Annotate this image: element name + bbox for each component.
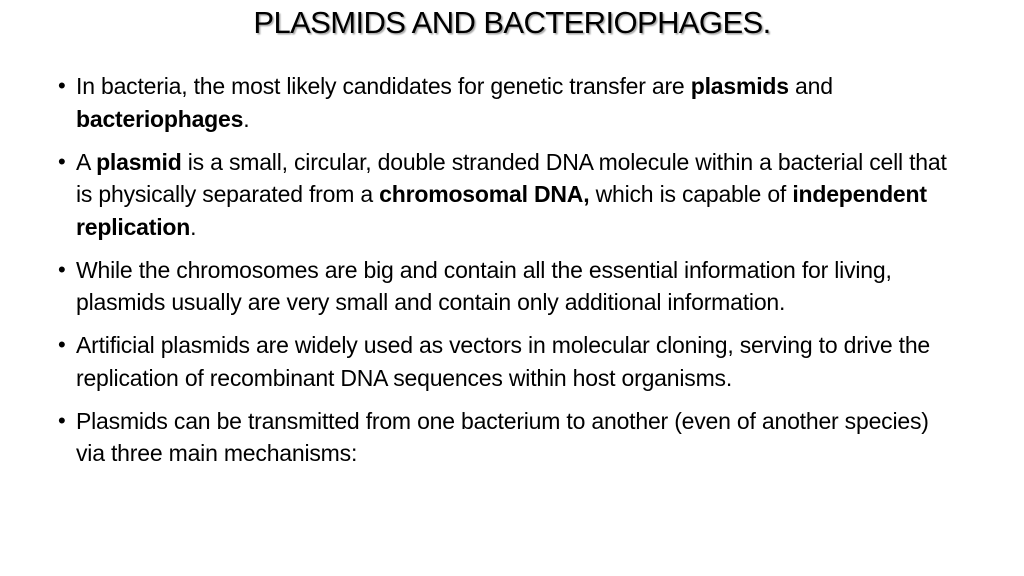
bullet-dot: •	[58, 148, 66, 174]
bullet-text: In bacteria, the most likely candidates for genetic transfer are	[76, 73, 691, 99]
bullet-text: which is capable of	[589, 181, 793, 207]
bullet-list	[58, 70, 958, 480]
bullet-item-2	[58, 146, 958, 244]
bullet-text: Plasmids can be transmitted from one bacterium to another (even of another species) via three main mechanisms:	[76, 407, 929, 466]
bullet-dot: •	[58, 332, 66, 357]
bullet-bold-plasmid: plasmid	[96, 148, 182, 175]
bullet-item-4	[58, 329, 958, 394]
bullet-text: is a small, circular, double stranded DNA molecule within a bacterial cell that is physically separated from a	[76, 148, 947, 207]
bullet-text: .	[243, 105, 250, 132]
bullet-item-3	[58, 254, 958, 319]
bullet-item-5	[58, 405, 958, 470]
bullet-text: and	[788, 73, 833, 99]
bullet-dot: •	[58, 407, 66, 433]
bullet-dot: •	[58, 256, 66, 282]
bullet-bold-plasmids: plasmids	[690, 73, 789, 99]
bullet-dot: •	[58, 73, 66, 98]
title-and: AND	[405, 5, 484, 40]
bullet-bold-bacteriophages: bacteriophages	[76, 105, 244, 132]
bullet-bold-independent-replication: independent replication	[76, 181, 927, 240]
slide-title	[0, 4, 1024, 42]
bullet-text: While the chromosomes are big and contain all the essential information for living, plasmids usually are very small and contain only additional information.	[76, 256, 892, 315]
title-bacteriophages: BACTERIOPHAGES.	[483, 5, 771, 40]
bullet-text: A	[76, 148, 97, 175]
bullet-item-1	[58, 70, 958, 135]
bullet-text: Artificial plasmids are widely used as vectors in molecular cloning, serving to drive the replication of recombinant DNA sequences within host organisms.	[76, 332, 931, 391]
bullet-bold-chromosomal-dna: chromosomal DNA,	[379, 181, 590, 207]
bullet-text: .	[190, 213, 197, 240]
title-plasmids: PLASMIDS	[253, 5, 406, 40]
